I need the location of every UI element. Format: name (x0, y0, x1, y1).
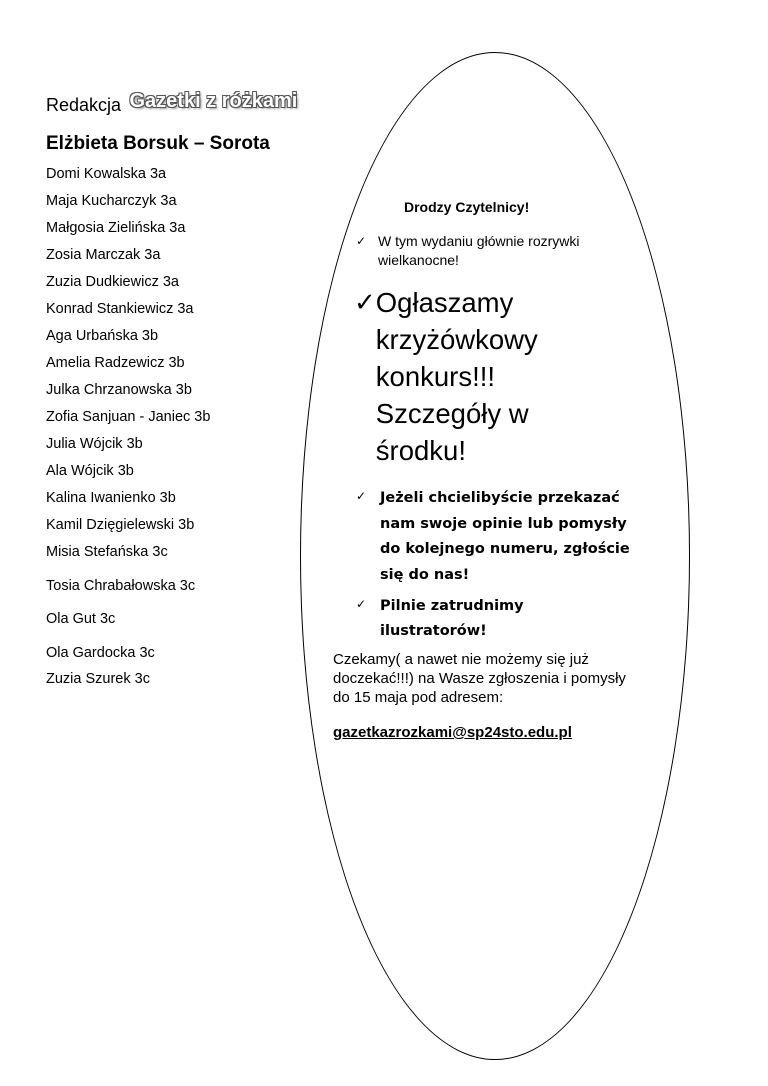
member-item: Małgosia Zielińska 3a (46, 220, 186, 236)
masthead-brand: Gazetki z różkami (129, 90, 298, 112)
masthead (46, 90, 298, 117)
checkmark-icon: ✓ (356, 597, 367, 611)
bullet-text: Jeżeli chcielibyście przekazać nam swoje opinie lub pomysły do kolejnego numeru, zgłoście się do nas! (380, 490, 630, 583)
bullet-item (356, 486, 630, 588)
member-item: Zofia Sanjuan - Janiec 3b (46, 409, 211, 425)
member-item: Domi Kowalska 3a (46, 166, 167, 182)
member-item: Ola Gut 3c (46, 611, 116, 627)
checkmark-icon: ✓ (356, 489, 367, 503)
member-item: Tosia Chrabałowska 3c (46, 578, 196, 594)
contact-email-link[interactable]: gazetkazrozkami@sp24sto.edu.pl (333, 724, 572, 741)
member-item: Zuzia Dudkiewicz 3a (46, 274, 179, 290)
member-item: Konrad Stankiewicz 3a (46, 301, 194, 317)
member-item: Zosia Marczak 3a (46, 247, 161, 263)
editor-name: Elżbieta Borsuk – Sorota (46, 133, 270, 154)
member-item: Julka Chrzanowska 3b (46, 382, 192, 398)
member-item: Amelia Radzewicz 3b (46, 355, 185, 371)
masthead-prefix: Redakcja (46, 95, 122, 115)
closing-text: Czekamy( a nawet nie możemy się już doczekać!!!) na Wasze zgłoszenia i pomysły do 15 maja pod adresem: (333, 651, 626, 706)
bullet-item (356, 232, 648, 270)
member-item: Kamil Dzięgielewski 3b (46, 517, 195, 533)
member-item: Ala Wójcik 3b (46, 463, 134, 479)
member-item: Aga Urbańska 3b (46, 328, 159, 344)
member-item: Ola Gardocka 3c (46, 645, 155, 661)
bullet-item (356, 594, 530, 644)
bullet-text: Pilnie zatrudnimy ilustratorów! (380, 598, 524, 639)
member-item: Misia Stefańska 3c (46, 544, 168, 560)
bullet-item-featured (354, 284, 606, 469)
checkmark-icon: ✓ (356, 234, 367, 248)
member-item: Julia Wójcik 3b (46, 436, 143, 452)
greeting: Drodzy Czytelnicy! (404, 199, 530, 215)
checkmark-icon: ✓ (354, 288, 376, 318)
member-item: Maja Kucharczyk 3a (46, 193, 177, 209)
bullet-text: W tym wydaniu głównie rozrywki wielkanocne! (378, 233, 580, 268)
member-item: Zuzia Szurek 3c (46, 671, 150, 687)
contest-announcement: Ogłaszamy krzyżówkowy konkurs!!! Szczegóły w środku! (375, 287, 538, 466)
member-item: Kalina Iwanienko 3b (46, 490, 176, 506)
